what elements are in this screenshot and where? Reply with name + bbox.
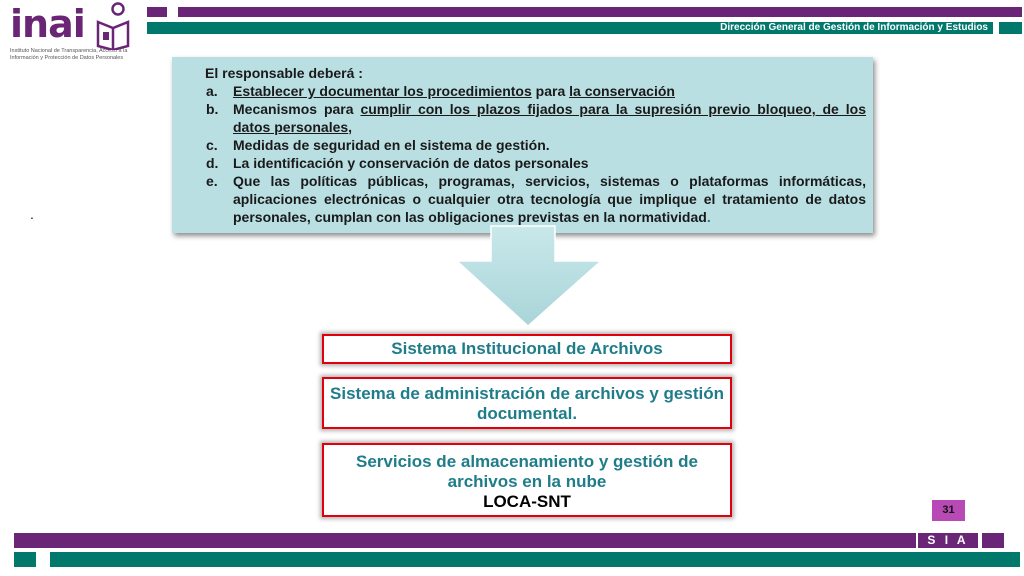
- down-arrow-icon: [455, 224, 603, 330]
- servicios-almacenamiento-box: [322, 443, 732, 517]
- footer-bar-purple: [14, 533, 916, 548]
- list-marker: a.: [206, 83, 218, 99]
- item-e-suffix: .: [706, 209, 711, 225]
- footer-sia-label: S I A: [927, 533, 969, 547]
- logo-wordmark: inai: [10, 2, 85, 46]
- item-c-text: Medidas de seguridad en el sistema de gestión.: [233, 137, 550, 153]
- sistema-administracion-box: [322, 377, 732, 429]
- item-b-underlined: cumplir con los plazos fijados para la supresión previo bloqueo, de los datos personales: [233, 101, 866, 135]
- item-e-text: Que las políticas públicas, programas, servicios, sistemas o plataformas informáticas, aplicaciones electrónicas o cualquier otra tecnología que implique el tratamiento de datos personales, cumplan con las obligaciones previstas en la normatividad: [233, 173, 866, 225]
- servicios-almacenamiento-label: Servicios de almacenamiento y gestión de archivos en la nube: [355, 452, 699, 491]
- sistema-institucional-box: [322, 334, 732, 364]
- logo-subtitle: Instituto Nacional de Transparencia, Acceso a la Información y Protección de Datos Personales: [10, 48, 128, 61]
- page-number-badge: 31: [932, 500, 965, 521]
- item-a-underlined-1: Establecer y documentar los procedimientos: [233, 83, 532, 99]
- sistema-institucional-label: Sistema Institucional de Archivos: [391, 339, 663, 358]
- footer-bar-purple-small: [982, 533, 1004, 548]
- item-a-plain: para: [531, 83, 570, 99]
- footer-bar-green: [50, 552, 1020, 567]
- header-bar-purple: [178, 7, 1022, 17]
- responsibilities-box: [172, 57, 873, 233]
- list-item-a: [206, 82, 866, 100]
- header-bar-green-small: [999, 22, 1022, 34]
- responsibilities-list: [206, 82, 866, 226]
- item-d-text: La identificación y conservación de datos personales: [233, 155, 589, 171]
- item-b-plain: Mecanismos para: [233, 101, 361, 117]
- inai-person-book-icon: [94, 2, 132, 50]
- item-b-comma: ,: [348, 119, 353, 135]
- list-item-e: [206, 172, 866, 226]
- sistema-administracion-label: Sistema de administración de archivos y gestión documental.: [330, 384, 724, 423]
- list-marker: b.: [206, 101, 219, 117]
- list-item-c: [206, 136, 866, 154]
- stray-dot: .: [30, 206, 34, 222]
- header-title: Dirección General de Gestión de Información y Estudios: [720, 22, 988, 33]
- list-marker: d.: [206, 155, 219, 171]
- item-a-underlined-2: la conservación: [569, 83, 675, 99]
- header-bar-purple-small: [147, 7, 167, 17]
- list-marker: e.: [206, 173, 218, 189]
- footer-bar-green-small: [14, 552, 36, 567]
- list-item-d: [206, 154, 866, 172]
- box-intro: El responsable deberá :: [205, 65, 363, 81]
- loca-snt-label: LOCA-SNT: [483, 492, 571, 511]
- list-marker: c.: [206, 137, 218, 153]
- inai-logo: [8, 2, 132, 68]
- list-item-b: [206, 100, 866, 136]
